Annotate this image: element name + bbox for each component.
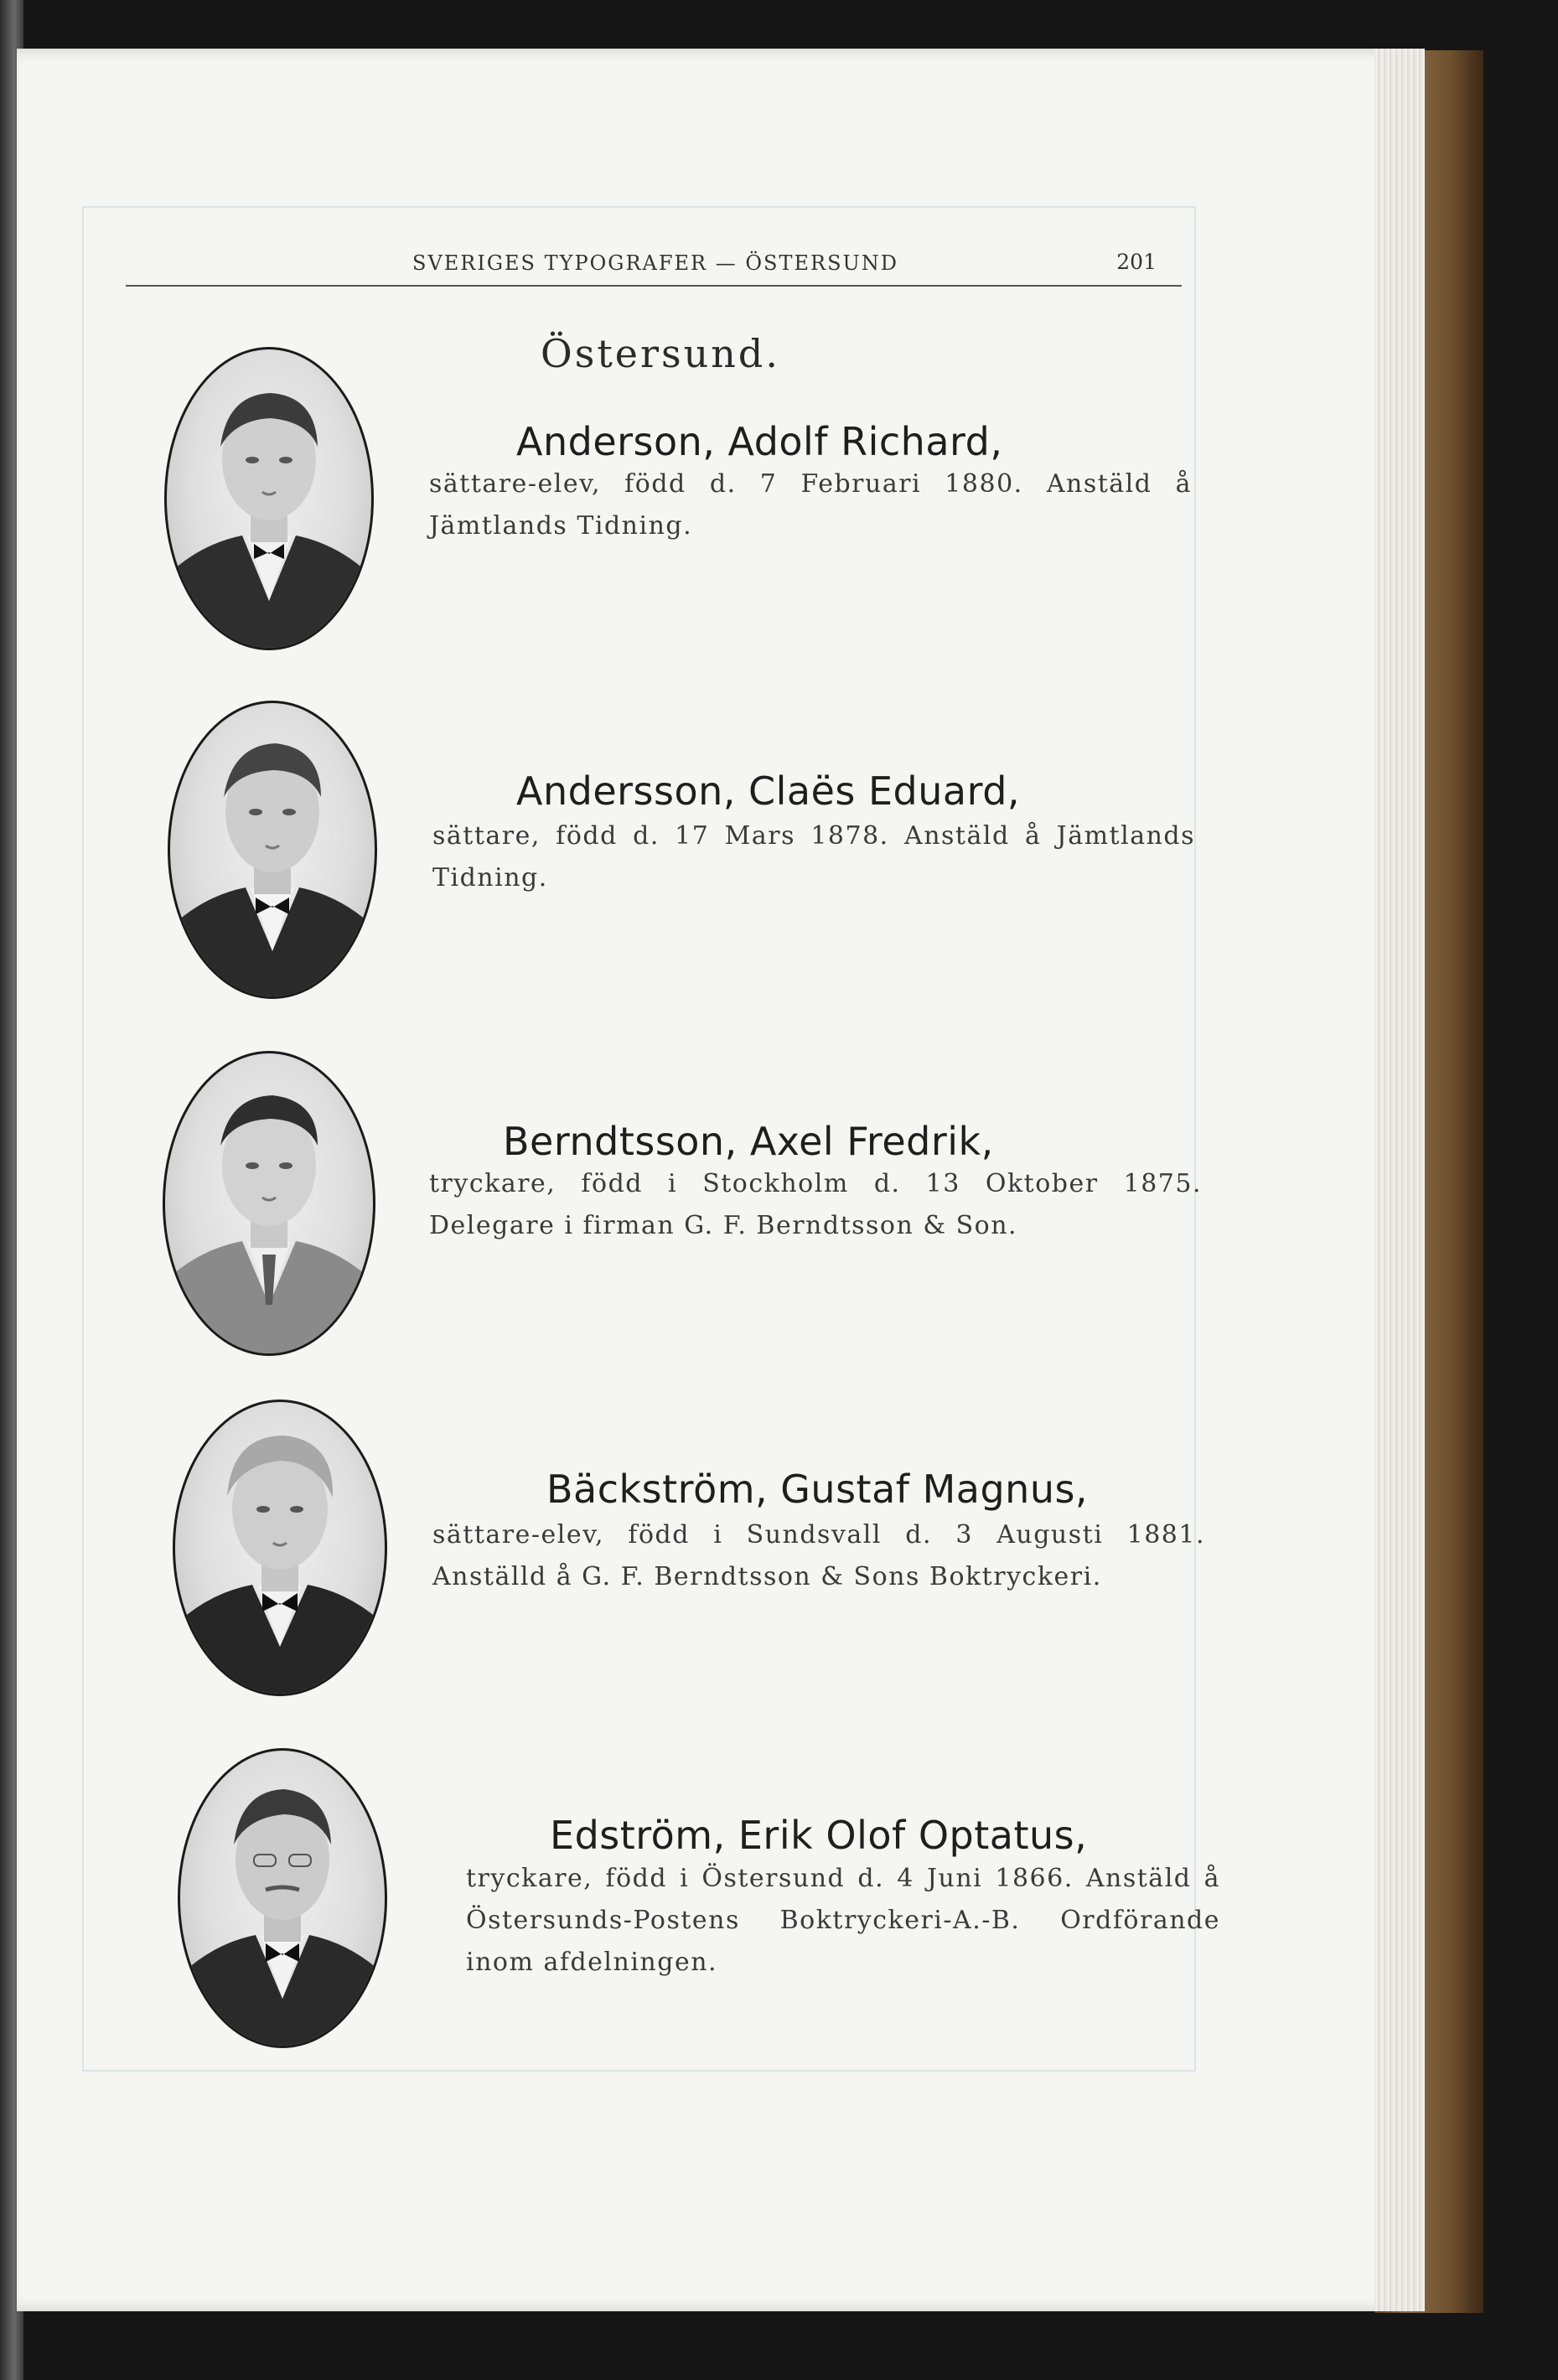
entry-name: Anderson, Adolf Richard, [516, 419, 1003, 464]
entry-description: tryckare, född i Stockholm d. 13 Oktober 1875. Delegare i firman G. F. Berndtsson & Son. [429, 1169, 1202, 1240]
page-number: 201 [1116, 250, 1157, 274]
portrait-photo [178, 1748, 387, 2048]
running-head [126, 248, 1182, 287]
entry-name: Edström, Erik Olof Optatus, [550, 1813, 1088, 1858]
portrait-photo [173, 1400, 387, 1696]
running-head-title: SVERIGES TYPOGRAFER — ÖSTERSUND [412, 251, 898, 275]
entry-name: Berndtsson, Axel Fredrik, [503, 1119, 994, 1164]
entry-description: sättare-elev, född i Sundsvall d. 3 Augusti 1881. Anställd å G. F. Berndtsson & Sons Boktryckeri. [432, 1520, 1205, 1591]
portrait-photo [163, 1051, 375, 1356]
portrait-photo [168, 701, 377, 999]
entry-description: sättare, född d. 17 Mars 1878. Anstäld å Jämtlands Tidning. [432, 821, 1195, 892]
page-edge [1374, 49, 1425, 2311]
entry-name: Bäckström, Gustaf Magnus, [546, 1467, 1089, 1512]
portrait-photo [164, 347, 374, 650]
section-title: Östersund. [541, 331, 780, 376]
entry-description: tryckare, född i Östersund d. 4 Juni 1866. Anstäld å Östersunds-Postens Boktryckeri-A.-B. Ordförande inom afdelningen. [466, 1864, 1220, 1977]
entry-description: sättare-elev, född d. 7 Februari 1880. Anstäld å Jämtlands Tidning. [429, 469, 1192, 541]
entry-name: Andersson, Claës Eduard, [516, 768, 1021, 814]
